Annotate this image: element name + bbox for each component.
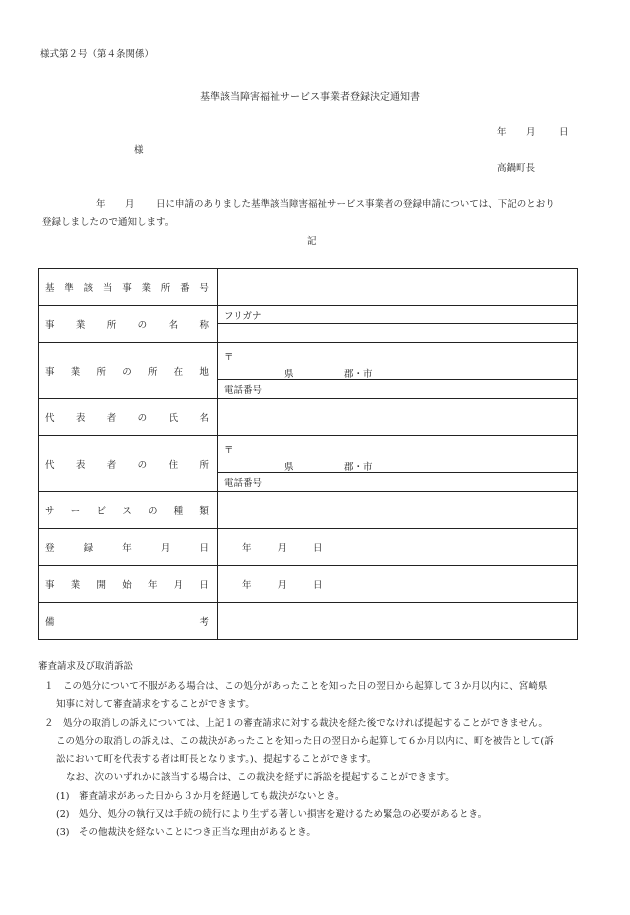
label-remarks: 備 考 bbox=[39, 603, 218, 640]
addressee-suffix: 様 bbox=[134, 145, 144, 156]
document-title: 基準該当障害福祉サービス事業者登録決定通知書 bbox=[200, 92, 420, 103]
intro-text-line1: 日に申請のありました基準該当障害福祉サービス事業者の登録申請については、下記のとおり bbox=[156, 199, 555, 210]
ki-label: 記 bbox=[307, 236, 317, 247]
note-2-line-1: ２ 処分の取消しの訴えについては、上記１の審査請求に対する裁決を経た後でなければ提起することができません。 bbox=[44, 718, 548, 729]
value-rep-phone bbox=[218, 473, 578, 492]
sub-item-2: (2) 処分、処分の執行又は手続の続行により生ずる著しい損害を避けるため緊急の必要があるとき。 bbox=[56, 809, 488, 820]
label-office-name: 事 業 所 の 名 称 bbox=[39, 306, 218, 343]
phone-label: 電話番号 bbox=[224, 385, 263, 396]
value-rep-address bbox=[218, 436, 578, 473]
phone-label: 電話番号 bbox=[224, 478, 263, 489]
label-rep-name: 代 表 者 の 氏 名 bbox=[39, 399, 218, 436]
note-1-line-1: １ この処分について不服がある場合は、この処分があったことを知った日の翌日から起算して３か月以内に、宮崎県 bbox=[44, 681, 548, 692]
row-start-date bbox=[39, 566, 578, 603]
furigana-label: フリガナ bbox=[224, 310, 262, 322]
value-office-address bbox=[218, 343, 578, 380]
value-office-number bbox=[218, 269, 578, 306]
sub-item-3: (3) その他裁決を経ないことにつき正当な理由があるとき。 bbox=[56, 827, 316, 838]
row-office-address bbox=[39, 343, 578, 380]
note-1-line-2: 知事に対して審査請求をすることができます。 bbox=[56, 699, 255, 710]
value-office-phone bbox=[218, 380, 578, 399]
date-month-label: 月 bbox=[526, 127, 536, 138]
row-registration-date bbox=[39, 529, 578, 566]
date-day-label: 日 bbox=[559, 127, 569, 138]
value-rep-name bbox=[218, 399, 578, 436]
label-office-number: 基 準 該 当 事 業 所 番 号 bbox=[39, 269, 218, 306]
value-office-furigana bbox=[218, 306, 578, 324]
issuer-name: 高鍋町長 bbox=[497, 163, 536, 174]
row-office-number bbox=[39, 269, 578, 306]
intro-text-line2: 登録しましたので通知します。 bbox=[42, 217, 175, 228]
note-2-line-4: なお、次のいずれかに該当する場合は、この裁決を経ずに訴訟を提起することができます。 bbox=[66, 772, 455, 783]
row-office-name-furigana bbox=[39, 306, 578, 324]
intro-month-label: 月 bbox=[125, 199, 135, 210]
label-registration-date: 登 録 年 月 日 bbox=[39, 529, 218, 566]
postal-mark: 〒 bbox=[224, 445, 234, 456]
registration-table bbox=[38, 268, 578, 640]
row-remarks bbox=[39, 603, 578, 640]
label-office-address: 事 業 所 の 所 在 地 bbox=[39, 343, 218, 399]
note-2-line-2: この処分の取消しの訴えは、この裁決があったことを知った日の翌日から起算して６か月以内に、町を被告として(訴 bbox=[56, 736, 554, 747]
sub-item-1: (1) 審査請求があった日から３か月を経過しても裁決がないとき。 bbox=[56, 791, 345, 802]
city-label: 郡・市 bbox=[344, 462, 373, 473]
note-2-line-3: 訟において町を代表する者は町長となります。)、提起することができます。 bbox=[56, 754, 377, 765]
label-service-type: サ ー ビ ス の 種 類 bbox=[39, 492, 218, 529]
value-office-name bbox=[218, 324, 578, 343]
intro-year-label: 年 bbox=[96, 199, 106, 210]
value-remarks bbox=[218, 603, 578, 640]
notes-heading: 審査請求及び取消訴訟 bbox=[38, 661, 134, 672]
row-rep-name bbox=[39, 399, 578, 436]
city-label: 郡・市 bbox=[344, 369, 373, 380]
postal-mark: 〒 bbox=[224, 352, 234, 363]
row-rep-address bbox=[39, 436, 578, 473]
prefecture-label: 県 bbox=[284, 462, 294, 473]
value-start-date: 年 月 日 bbox=[218, 566, 578, 603]
row-service-type bbox=[39, 492, 578, 529]
label-rep-address: 代 表 者 の 住 所 bbox=[39, 436, 218, 492]
label-start-date: 事 業 開 始 年 月 日 bbox=[39, 566, 218, 603]
form-number: 様式第２号（第４条関係） bbox=[40, 49, 155, 60]
value-service-type bbox=[218, 492, 578, 529]
value-registration-date: 年 月 日 bbox=[218, 529, 578, 566]
prefecture-label: 県 bbox=[284, 369, 294, 380]
date-year-label: 年 bbox=[497, 127, 507, 138]
